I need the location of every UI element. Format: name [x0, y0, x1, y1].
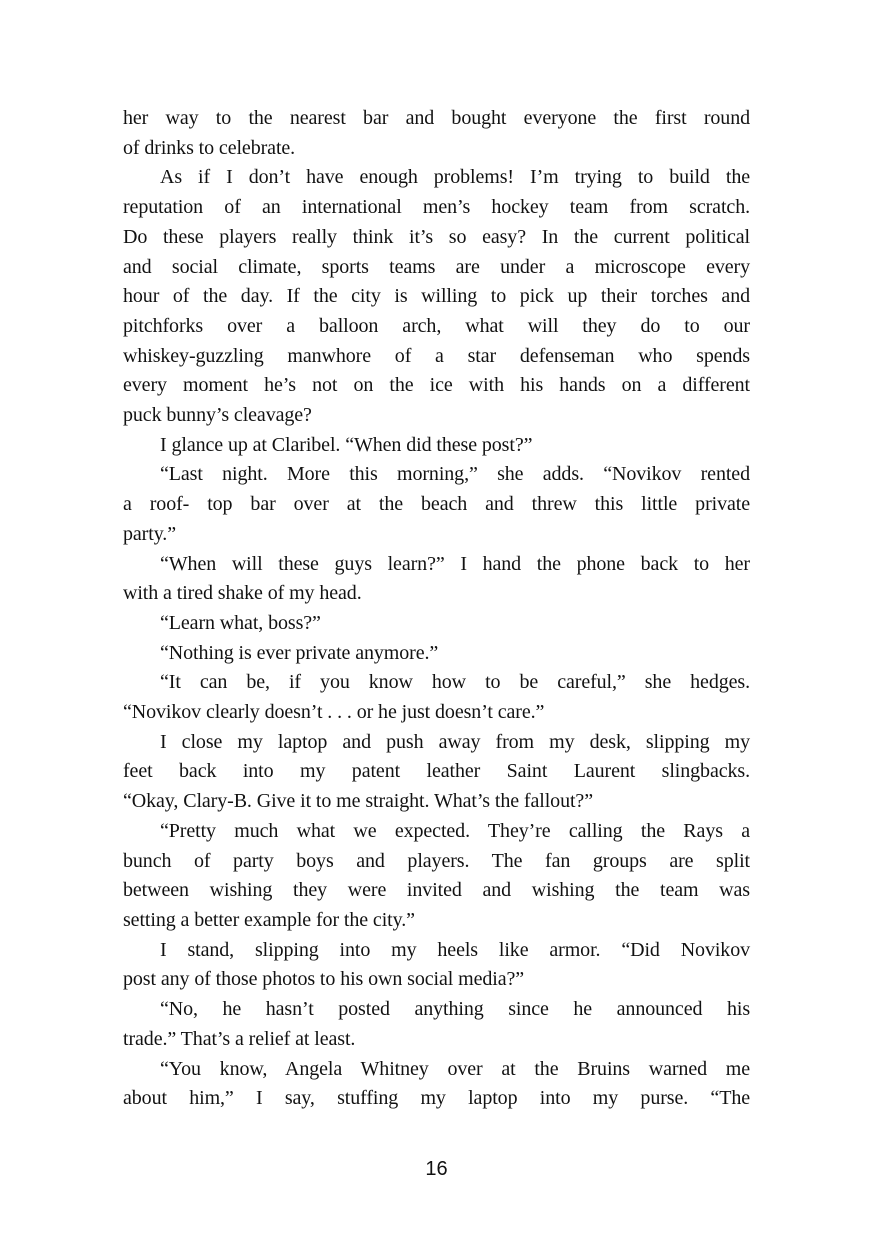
- text-line: puck bunny’s cleavage?: [123, 404, 312, 427]
- paragraph: [123, 460, 750, 549]
- text-line: As if I don’t have enough problems! I’m trying to build the: [160, 166, 750, 189]
- text-line: “Novikov clearly doesn’t . . . or he just doesn’t care.”: [123, 701, 545, 724]
- paragraph: [123, 668, 750, 727]
- text-line: her way to the nearest bar and bought everyone the first round: [123, 107, 750, 129]
- paragraph: [123, 728, 750, 817]
- text-line: every moment he’s not on the ice with his hands on a different: [123, 374, 750, 397]
- text-line: between wishing they were invited and wishing the team was: [123, 879, 750, 902]
- text-line: bunch of party boys and players. The fan groups are split: [123, 849, 750, 872]
- text-line: I close my laptop and push away from my desk, slipping my: [160, 730, 750, 753]
- text-line: I stand, slipping into my heels like armor. “Did Novikov: [160, 938, 750, 961]
- text-line: “Last night. More this morning,” she adds. “Novikov rented: [160, 463, 750, 486]
- text-line: “Pretty much what we expected. They’re calling the Rays a: [160, 819, 750, 842]
- text-line: whiskey-guzzling manwhore of a star defenseman who spends: [123, 344, 750, 367]
- text-line: I glance up at Claribel. “When did these post?”: [160, 433, 533, 456]
- paragraph: [123, 995, 750, 1054]
- text-line: party.”: [123, 522, 176, 545]
- text-line: “No, he hasn’t posted anything since he announced his: [160, 998, 750, 1021]
- paragraph: [123, 431, 750, 461]
- text-line: feet back into my patent leather Saint Laurent slingbacks.: [123, 760, 750, 783]
- text-line: of drinks to celebrate.: [123, 136, 296, 159]
- text-line: a roof- top bar over at the beach and threw this little private: [123, 493, 750, 516]
- text-line: reputation of an international men’s hockey team from scratch.: [123, 196, 750, 219]
- paragraph: [123, 1055, 750, 1114]
- text-line: “You know, Angela Whitney over at the Bruins warned me: [160, 1057, 750, 1080]
- paragraph: [123, 104, 750, 163]
- text-line: “Nothing is ever private anymore.”: [160, 641, 439, 664]
- paragraph: [123, 163, 750, 430]
- text-line: “It can be, if you know how to be careful,” she hedges.: [160, 671, 750, 694]
- text-line: Do these players really think it’s so easy? In the current political: [123, 225, 750, 248]
- text-line: pitchforks over a balloon arch, what will they do to our: [123, 314, 750, 337]
- text-line: “Okay, Clary-B. Give it to me straight. What’s the fallout?”: [123, 790, 593, 813]
- text-line: hour of the day. If the city is willing to pick up their torches and: [123, 285, 750, 308]
- text-line: setting a better example for the city.”: [123, 908, 415, 931]
- paragraph: [123, 936, 750, 995]
- text-line: post any of those photos to his own social media?”: [123, 968, 525, 991]
- text-line: trade.” That’s a relief at least.: [123, 1027, 356, 1050]
- paragraph: [123, 609, 750, 639]
- text-line: with a tired shake of my head.: [123, 582, 362, 605]
- text-line: and social climate, sports teams are under a microscope every: [123, 255, 750, 278]
- paragraph: [123, 550, 750, 609]
- paragraph: [123, 639, 750, 669]
- text-line: “Learn what, boss?”: [160, 611, 321, 634]
- text-line: about him,” I say, stuffing my laptop into my purse. “The: [123, 1087, 750, 1110]
- paragraph: [123, 817, 750, 936]
- page-text: [123, 104, 750, 1114]
- text-line: “When will these guys learn?” I hand the phone back to her: [160, 552, 750, 575]
- page-number: 16: [425, 1158, 448, 1180]
